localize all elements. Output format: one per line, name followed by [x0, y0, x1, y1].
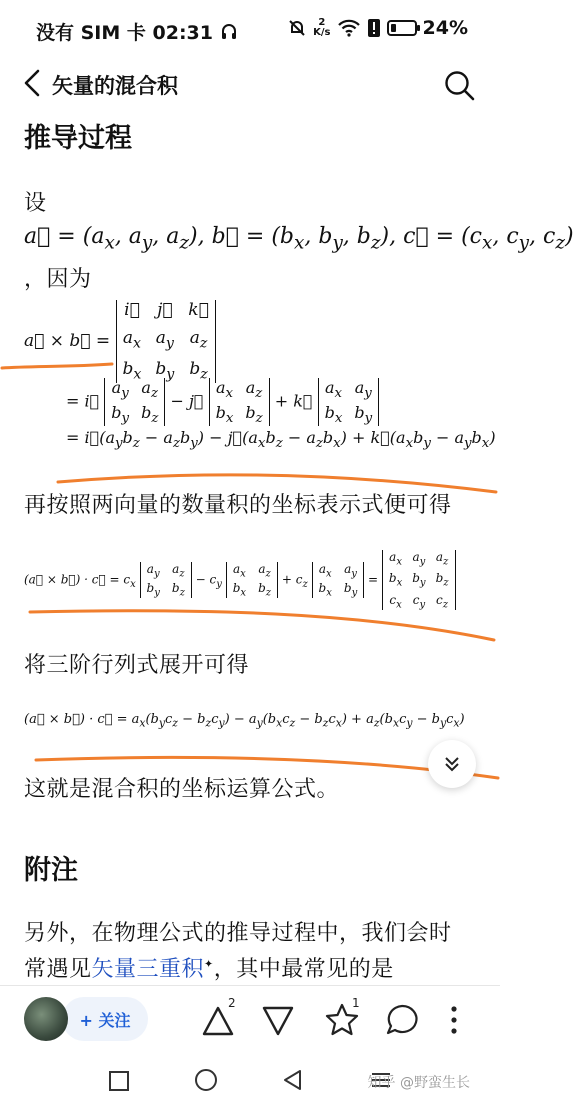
- cross-product-expansion: = i⃗ $a_y$ $a_z$ $b_y$ $b_z$ − j⃗ $a_x$ $a_z$ $b_x$ $b_z$ + k⃗ $a_x$ $a_y$ $b_x$ $b_y$: [66, 378, 379, 426]
- text-triple-product: 常遇见矢量三重积✦，其中最常见的是: [24, 957, 394, 982]
- mixed-product-determinant: (a⃗ × b⃗) · c⃗ = $c_x$ $a_y$ $a_z$ $b_y$ $b_z$ − $c_y$ $a_x$ $a_z$ $b_x$ $b_z$ + $c_z$ $a_x$ $a_y$ $b_x$ $b_y$ = $a_x$ $a_y$ $a_z$ $b_x$ $b_y$ $b_z$ $c_x$ $c_y$ $c_z$: [24, 550, 456, 610]
- author-avatar[interactable]: [24, 997, 68, 1041]
- determinant-3x3: i⃗ j⃗ k⃗ $a_x$ $a_y$ $a_z$ $b_x$ $b_y$ $b_z$: [116, 300, 216, 383]
- text-expand-determinant: 将三阶行列式展开可得: [24, 653, 250, 678]
- follow-button[interactable]: + 关注: [62, 997, 148, 1041]
- link-vector-triple-product[interactable]: 矢量三重积: [91, 957, 205, 982]
- back-arrow-icon[interactable]: [20, 66, 46, 100]
- status-right: [287, 17, 468, 39]
- home-icon[interactable]: [194, 1068, 218, 1092]
- back-nav-icon[interactable]: [282, 1068, 304, 1092]
- cross-product-determinant: a⃗ × b⃗ = i⃗ j⃗ k⃗ $a_x$ $a_y$ $a_z$ $b_x$ $b_y$ $b_z$: [24, 300, 216, 383]
- section-heading-notes: 附注: [24, 855, 78, 886]
- comment-icon[interactable]: [382, 1000, 422, 1040]
- battery-icon: [387, 20, 417, 36]
- battery-level: [391, 24, 396, 32]
- clock: 02:31: [152, 22, 213, 44]
- star-count: 1: [352, 996, 360, 1010]
- downvote-icon[interactable]: [260, 1000, 300, 1040]
- scroll-down-button[interactable]: [428, 740, 476, 788]
- alert-icon: [367, 18, 381, 38]
- mixed-product-formula: (a⃗ × b⃗) · c⃗ = $a_x(b_yc_z - b_zc_y) - a_y(b_xc_z - b_zc_x) + a_z(b_xc_y - b_yc_x)$: [24, 712, 465, 730]
- battery-percent: 24%: [422, 17, 468, 39]
- text-let: 设: [24, 191, 47, 216]
- text-conclusion: 这就是混合积的坐标运算公式。: [24, 777, 340, 802]
- text-because: ，因为: [24, 267, 92, 292]
- vector-c: ($c_x$, $c_y$, $c_z$): [461, 224, 574, 254]
- recent-apps-icon[interactable]: [108, 1070, 130, 1092]
- cross-product-result: = $i⃗(a_yb_z - a_zb_y)$ − $j⃗(a_xb_z - a_zb_x)$ + $k⃗(a_xb_y - a_yb_x)$: [66, 428, 496, 452]
- vector-b: ($b_x$, $b_y$, $b_z$): [271, 224, 390, 254]
- upvote-count: 2: [228, 996, 236, 1010]
- page-title: 矢量的混合积: [52, 74, 178, 98]
- status-bar: [0, 0, 500, 60]
- vector-a: ($a_x$, $a_y$, $a_z$): [82, 224, 198, 254]
- carrier-text: 没有 SIM 卡: [36, 22, 146, 44]
- headset-icon: [220, 23, 238, 41]
- text-physics-note: 另外，在物理公式的推导过程中，我们会时: [24, 921, 452, 946]
- link-sparkle-icon: ✦: [204, 957, 214, 971]
- annotation-stroke-3: [30, 611, 494, 640]
- net-speed: 2 K/s: [313, 17, 331, 38]
- mute-bell-icon: [287, 18, 307, 38]
- section-heading-derivation: 推导过程: [24, 123, 132, 154]
- double-chevron-down-icon: [442, 754, 462, 774]
- status-left: [36, 18, 238, 45]
- vector-definitions: a⃗ = ($a_x$, $a_y$, $a_z$), b⃗ = ($b_x$, $b_y$, $b_z$), c⃗ = ($c_x$, $c_y$, $c_z$): [24, 224, 574, 254]
- more-options-icon[interactable]: [440, 1000, 480, 1040]
- search-icon[interactable]: [442, 68, 476, 102]
- watermark: 知乎 @野蛮生长: [367, 1075, 470, 1091]
- text-dot-product: 再按照两向量的数量积的坐标表示式便可得: [24, 493, 452, 518]
- wifi-icon: [337, 18, 361, 38]
